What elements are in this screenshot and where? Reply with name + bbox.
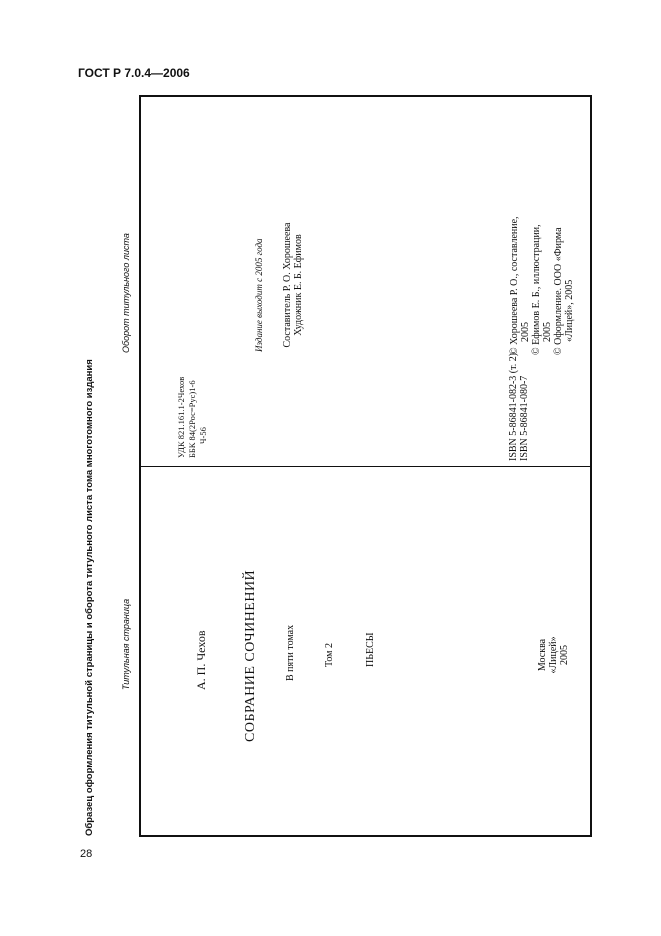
isbn-block <box>508 353 530 461</box>
copyright-design-year: «Лицей», 2005 <box>564 279 575 342</box>
figure-caption: Образец оформления титульной страницы и оборота титульного листа тома многотомного издания <box>84 359 95 836</box>
udc-code: УДК 821.161.1-2Чехов <box>176 376 186 458</box>
bbk-code: ББК 84(2Рос=Рус)1-6 <box>187 380 197 458</box>
copyright-compiler-year: 2005 <box>520 322 531 342</box>
imprint-year: 2005 <box>559 645 570 665</box>
imprint-city: Москва <box>537 638 548 672</box>
illustrator: Художник Е. Б. Ефимов <box>293 234 304 336</box>
isbn-set: ISBN 5-86841-080-7 <box>519 375 530 461</box>
label-title-verso: Оборот титульного листа <box>121 233 131 353</box>
imprint-publisher: «Лицей» <box>548 636 559 674</box>
author-name: А. П. Чехов <box>194 630 208 690</box>
copyright-illustrator-year: 2005 <box>542 322 553 342</box>
isbn-volume: ISBN 5-86841-082-3 (т. 2) <box>508 352 519 461</box>
volume-number: Том 2 <box>324 643 335 667</box>
volume-subtitle: ПЬЕСЫ <box>365 632 376 667</box>
label-title-page: Титульная страница <box>121 598 131 690</box>
copyright-illustrator: © Ефимов Е. Б., иллюстрации, <box>531 224 542 355</box>
classification-block <box>176 377 209 458</box>
published-since: Издание выходит с 2005 года <box>254 238 264 352</box>
imprint <box>537 625 570 685</box>
author-sign: Ч-56 <box>198 427 208 444</box>
credits-block <box>282 210 304 360</box>
volumes-count: В пяти томах <box>285 624 296 681</box>
copyright-design: © Оформление. ООО «Фирма <box>553 227 564 355</box>
standard-header: ГОСТ Р 7.0.4—2006 <box>78 66 190 80</box>
frame-divider <box>139 466 592 467</box>
copyright-block <box>509 216 575 355</box>
collection-title: СОБРАНИЕ СОЧИНЕНИЙ <box>243 569 258 742</box>
compiler: Составитель Р. О. Хорошеева <box>282 222 293 348</box>
copyright-compiler: © Хорошеева Р. О., составление, <box>509 216 520 355</box>
page-number: 28 <box>80 848 93 860</box>
